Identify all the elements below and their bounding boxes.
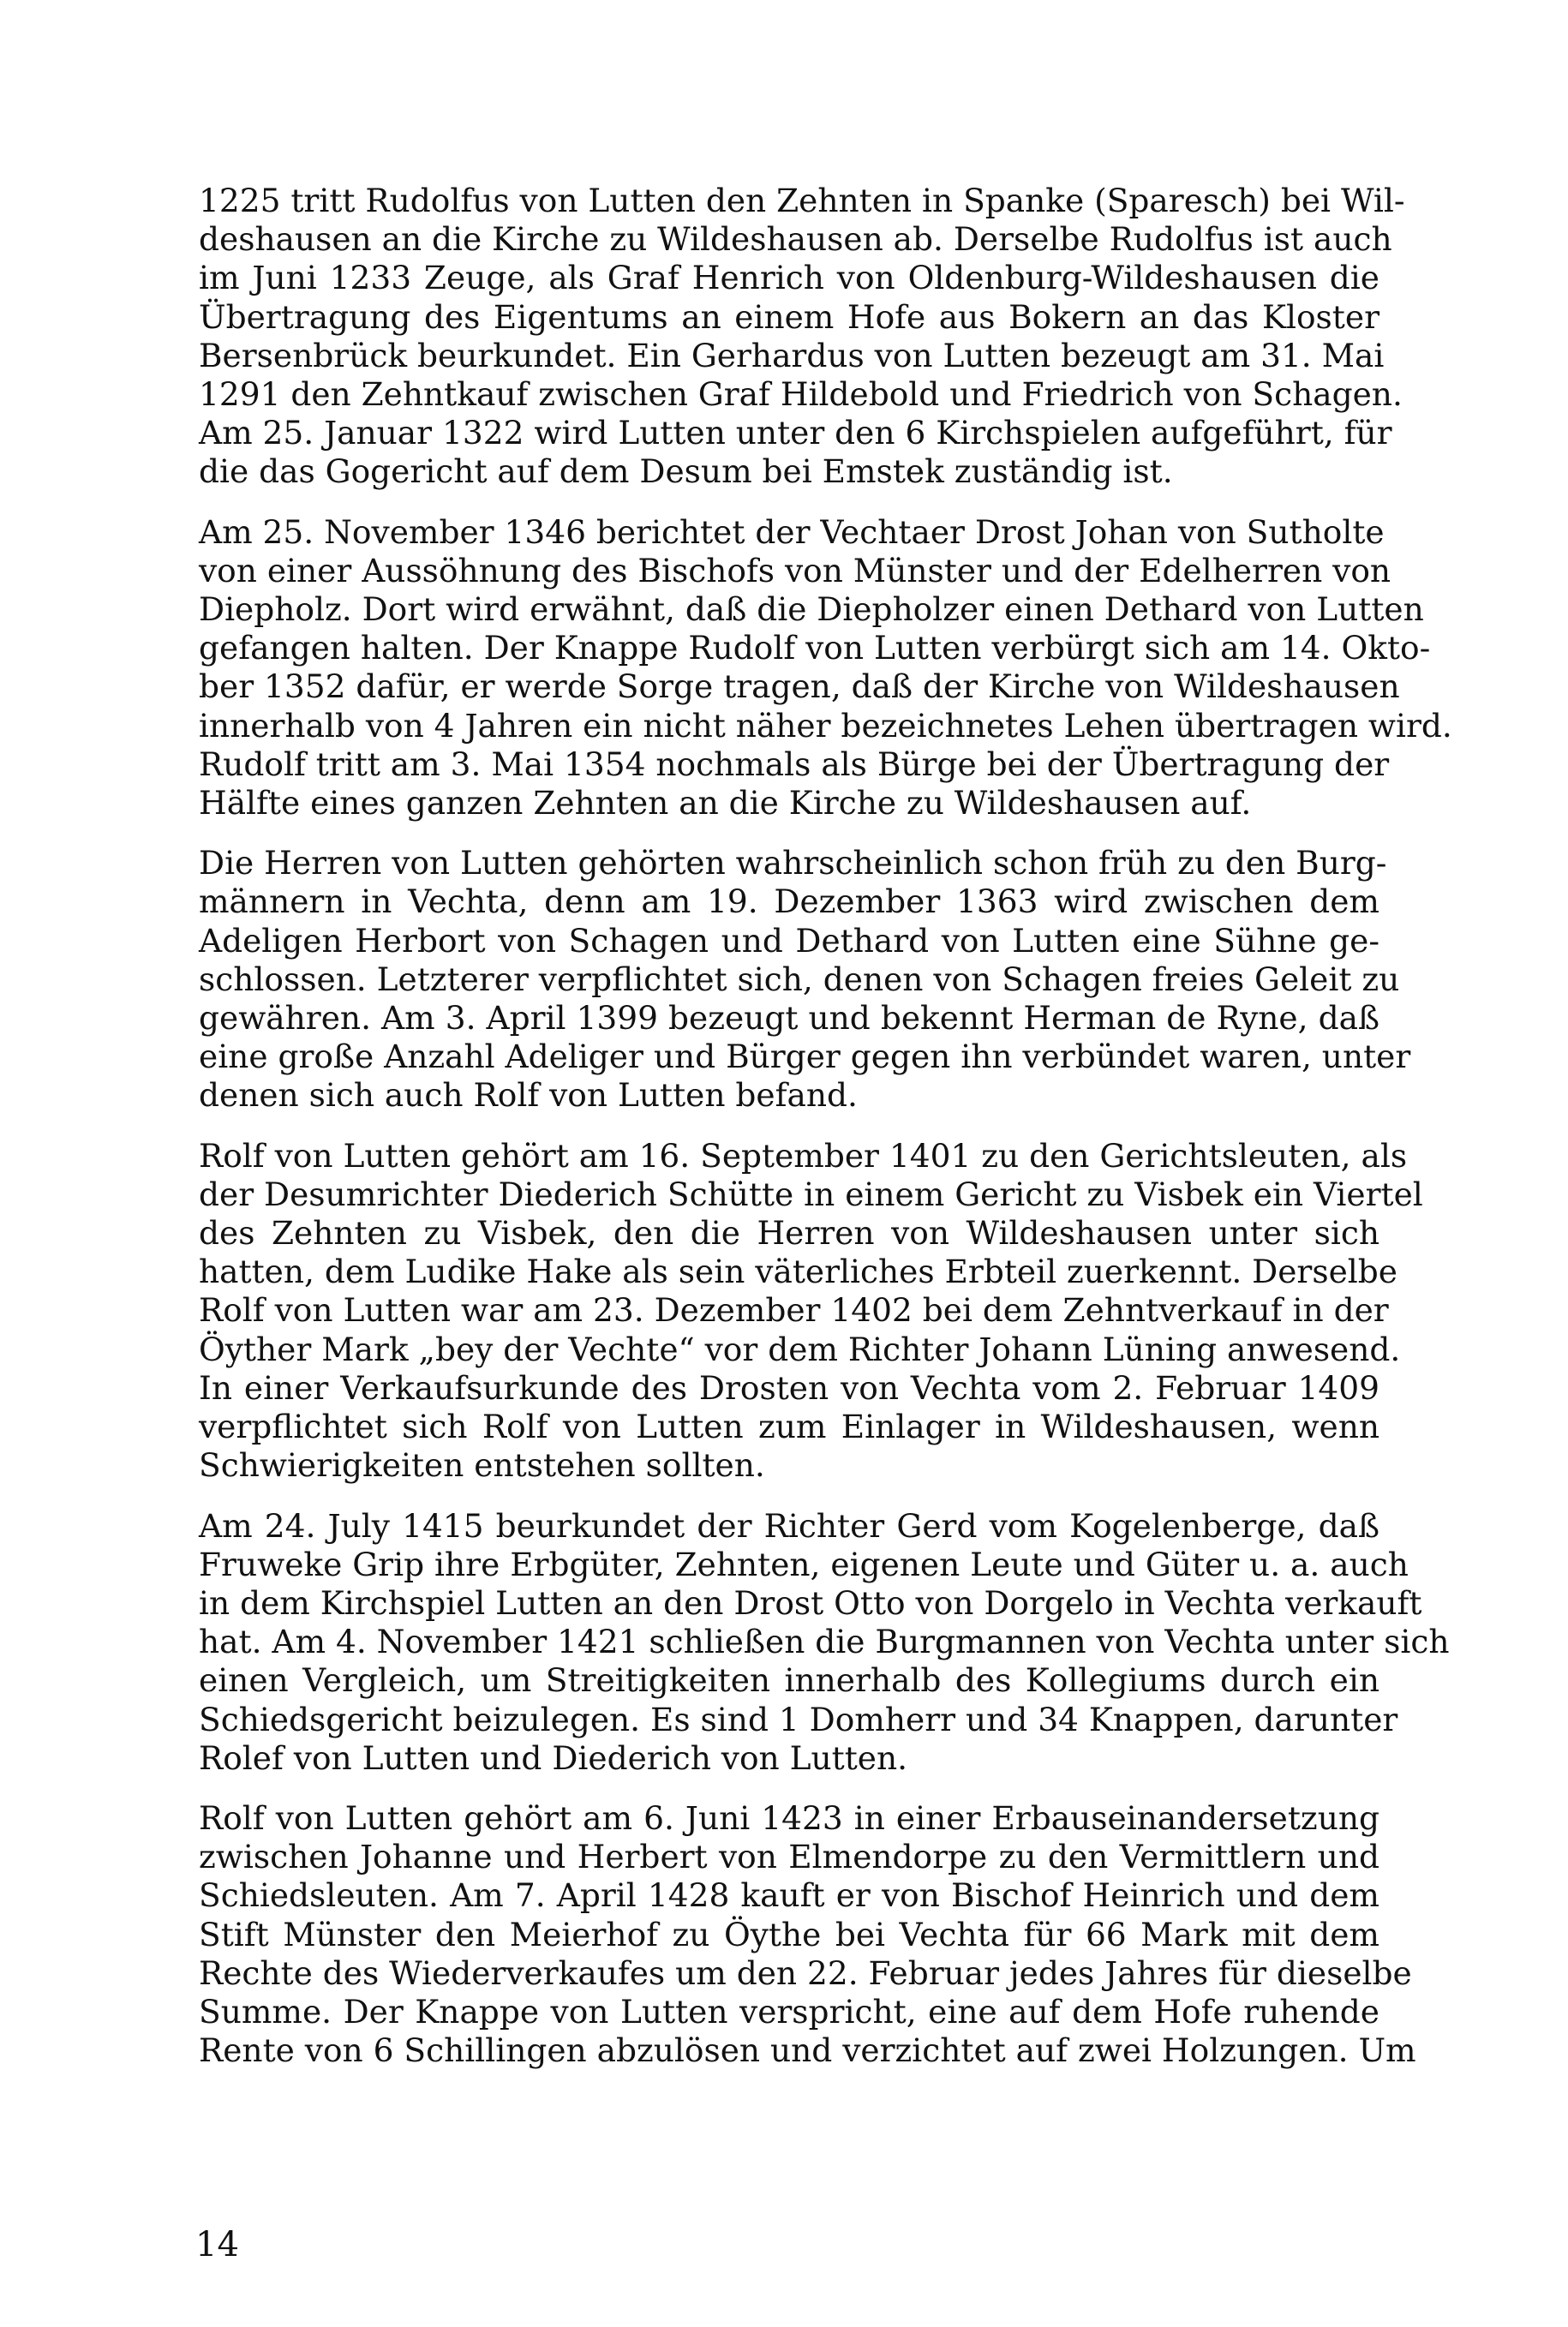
text-line: hatten, dem Ludike Hake als sein väterliches Erbteil zuerkennt. Derselbe <box>199 1253 1397 1291</box>
text-line: Rolf von Lutten gehört am 6. Juni 1423 in einer Erbauseinandersetzung <box>199 1798 1379 1837</box>
text-line: hat. Am 4. November 1421 schließen die Burgmannen von Vechta unter sich <box>199 1623 1450 1661</box>
text-line: Am 24. July 1415 beurkundet der Richter Gerd vom Kogelenberge, daß <box>199 1506 1379 1545</box>
paragraph <box>199 844 1411 1115</box>
page-number: 14 <box>195 2225 239 2264</box>
text-line: denen sich auch Rolf von Lutten befand. <box>199 1076 858 1115</box>
text-line: Öyther Mark „bey der Vechte“ vor dem Richter Johann Lüning anwesend. <box>199 1330 1401 1368</box>
text-line: Rente von 6 Schillingen abzulösen und verzichtet auf zwei Holzungen. Um <box>199 2031 1416 2070</box>
text-line: ber 1352 dafür, er werde Sorge tragen, daß der Kirche von Wildeshausen <box>199 667 1400 706</box>
paragraph <box>199 182 1405 492</box>
text-line: Rudolf tritt am 3. Mai 1354 nochmals als Bürge bei der Übertragung der <box>199 745 1390 783</box>
text-line: Rechte des Wiederverkaufes um den 22. Februar jedes Jahres für dieselbe <box>199 1953 1412 1992</box>
paragraph <box>199 1136 1423 1486</box>
text-line: Stift Münster den Meierhof zu Öythe bei Vechta für 66 Mark mit dem <box>199 1915 1379 1953</box>
text-line: Schwierigkeiten entstehen sollten. <box>199 1446 765 1485</box>
text-line: 1225 tritt Rudolfus von Lutten den Zehnten in Spanke (Sparesch) bei Wil- <box>199 182 1405 219</box>
text-line: Hälfte eines ganzen Zehnten an die Kirche zu Wildeshausen auf. <box>199 784 1252 823</box>
text-line: des Zehnten zu Visbek, den die Herren von Wildeshausen unter sich <box>199 1214 1379 1253</box>
text-line: Summe. Der Knappe von Lutten verspricht, eine auf dem Hofe ruhende <box>199 1992 1379 2031</box>
text-line: Bersenbrück beurkundet. Ein Gerhardus von Lutten bezeugt am 31. Mai <box>199 336 1385 374</box>
text-line: In einer Verkaufsurkunde des Drosten von Vechta vom 2. Februar 1409 <box>199 1368 1379 1407</box>
text-line: 1291 den Zehntkauf zwischen Graf Hildebold und Friedrich von Schagen. <box>199 375 1403 414</box>
text-line: verpflichtet sich Rolf von Lutten zum Einlager in Wildeshausen, wenn <box>199 1408 1379 1446</box>
text-line: zwischen Johanne und Herbert von Elmendorpe zu den Vermittlern und <box>199 1838 1379 1876</box>
text-line: deshausen an die Kirche zu Wildeshausen ab. Derselbe Rudolfus ist auch <box>199 220 1392 259</box>
text-line: Fruweke Grip ihre Erbgüter, Zehnten, eigenen Leute und Güter u. a. auch <box>199 1545 1409 1583</box>
text-line: Rolf von Lutten gehört am 16. September 1401 zu den Gerichtsleuten, als <box>199 1136 1408 1175</box>
text-line: Rolf von Lutten war am 23. Dezember 1402 bei dem Zehntverkauf in der <box>199 1291 1389 1330</box>
text-line: gefangen halten. Der Knappe Rudolf von Lutten verbürgt sich am 14. Okto- <box>199 629 1431 667</box>
text-line: gewähren. Am 3. April 1399 bezeugt und bekennt Herman de Ryne, daß <box>199 999 1379 1038</box>
text-line: einen Vergleich, um Streitigkeiten innerhalb des Kollegiums durch ein <box>199 1661 1379 1700</box>
text-line: schlossen. Letzterer verpflichtet sich, denen von Schagen freies Geleit zu <box>199 960 1400 998</box>
text-line: die das Gogericht auf dem Desum bei Emstek zuständig ist. <box>199 452 1173 491</box>
text-line: innerhalb von 4 Jahren ein nicht näher bezeichnetes Lehen übertragen wird. <box>199 706 1452 745</box>
text-line: Am 25. Januar 1322 wird Lutten unter den 6 Kirchspielen aufgeführt, für <box>199 414 1392 452</box>
text-line: Adeligen Herbort von Schagen und Dethard von Lutten eine Sühne ge- <box>199 921 1379 960</box>
text-line: der Desumrichter Diederich Schütte in einem Gericht zu Visbek ein Viertel <box>199 1175 1423 1213</box>
text-line: Die Herren von Lutten gehörten wahrscheinlich schon früh zu den Burg- <box>199 844 1387 882</box>
text-line: Schiedsgericht beizulegen. Es sind 1 Domherr und 34 Knappen, darunter <box>199 1700 1398 1738</box>
text-line: Rolef von Lutten und Diederich von Lutten. <box>199 1738 908 1777</box>
text-line: Am 25. November 1346 berichtet der Vechtaer Drost Johan von Sutholte <box>199 512 1385 551</box>
text-line: in dem Kirchspiel Lutten an den Drost Otto von Dorgelo in Vechta verkauft <box>199 1583 1422 1622</box>
text-line: von einer Aussöhnung des Bischofs von Münster und der Edelherren von <box>199 551 1391 589</box>
text-line: Schiedsleuten. Am 7. April 1428 kauft er von Bischof Heinrich und dem <box>199 1876 1379 1915</box>
paragraph <box>199 1798 1416 2070</box>
text-line: männern in Vechta, denn am 19. Dezember 1363 wird zwischen dem <box>199 882 1379 921</box>
body-text <box>199 182 1452 2091</box>
text-line: im Juni 1233 Zeuge, als Graf Henrich von Oldenburg-Wildeshausen die <box>199 259 1379 297</box>
text-line: Übertragung des Eigentums an einem Hofe aus Bokern an das Kloster <box>199 297 1379 336</box>
paragraph <box>199 512 1452 823</box>
text-line: eine große Anzahl Adeliger und Bürger gegen ihn verbündet waren, unter <box>199 1038 1411 1076</box>
text-line: Diepholz. Dort wird erwähnt, daß die Diepholzer einen Dethard von Lutten <box>199 590 1424 629</box>
paragraph <box>199 1506 1450 1778</box>
